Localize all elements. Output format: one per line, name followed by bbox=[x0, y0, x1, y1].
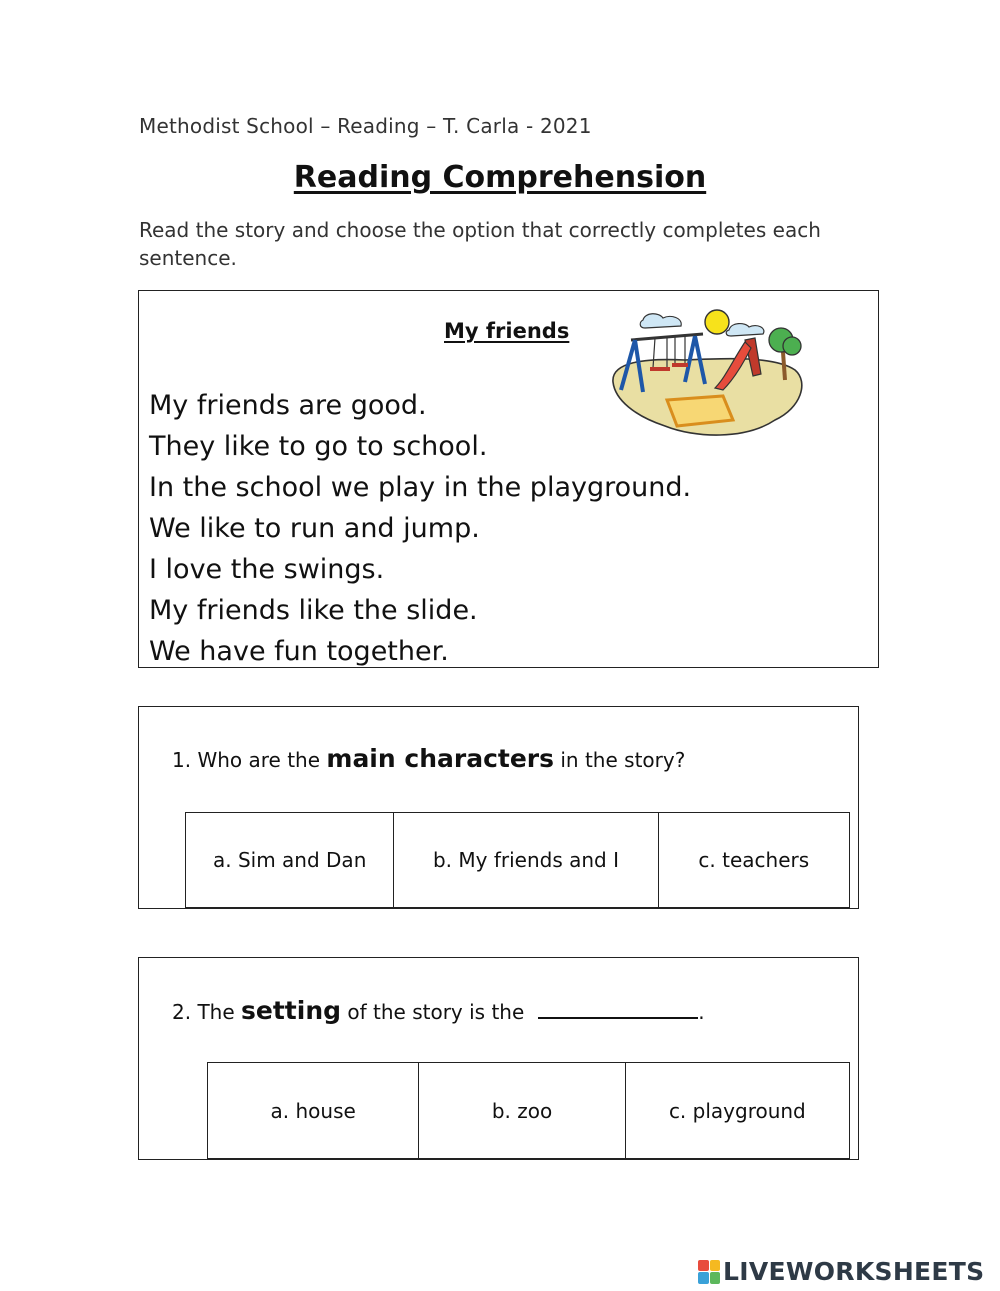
brand-tile bbox=[698, 1272, 709, 1284]
question-post: in the story? bbox=[560, 748, 686, 772]
story-line: We like to run and jump. bbox=[149, 513, 480, 544]
question-2-text bbox=[172, 996, 705, 1025]
question-post: of the story is the bbox=[347, 1000, 525, 1024]
brand-name: LIVEWORKSHEETS bbox=[723, 1257, 985, 1286]
story-line: I love the swings. bbox=[149, 554, 385, 585]
option-b[interactable]: b. zoo bbox=[419, 1063, 625, 1158]
question-1-options bbox=[185, 812, 850, 908]
option-a[interactable]: a. Sim and Dan bbox=[186, 813, 394, 907]
answer-blank[interactable] bbox=[538, 1001, 698, 1019]
question-number: 1. bbox=[172, 748, 192, 772]
question-keyword: main characters bbox=[326, 744, 555, 773]
question-pre: The bbox=[197, 1000, 235, 1024]
brand-tile bbox=[710, 1260, 721, 1272]
question-2-options bbox=[207, 1062, 850, 1159]
brand-tile bbox=[710, 1272, 721, 1284]
question-keyword: setting bbox=[241, 996, 342, 1025]
page-title: Reading Comprehension bbox=[293, 160, 707, 195]
story-line: My friends like the slide. bbox=[149, 595, 478, 626]
option-a[interactable]: a. house bbox=[208, 1063, 419, 1158]
worksheet-header: Methodist School – Reading – T. Carla - 2021 bbox=[139, 114, 592, 138]
instructions-text: Read the story and choose the option that correctly completes each sentence. bbox=[139, 218, 821, 270]
liveworksheets-icon bbox=[698, 1260, 720, 1284]
brand-tile bbox=[698, 1260, 709, 1272]
option-b[interactable]: b. My friends and I bbox=[394, 813, 658, 907]
story-title: My friends bbox=[444, 319, 570, 343]
story-line: They like to go to school. bbox=[149, 431, 488, 462]
question-1-text bbox=[172, 744, 685, 773]
question-pre: Who are the bbox=[197, 748, 321, 772]
question-number: 2. bbox=[172, 1000, 192, 1024]
option-c[interactable]: c. teachers bbox=[698, 848, 810, 872]
question-end: . bbox=[698, 1000, 705, 1024]
liveworksheets-logo bbox=[698, 1257, 984, 1286]
story-line: In the school we play in the playground. bbox=[149, 472, 692, 503]
story-text bbox=[149, 385, 691, 672]
story-line: My friends are good. bbox=[149, 390, 427, 421]
option-c[interactable]: c. playground bbox=[668, 1098, 806, 1123]
story-line: We have fun together. bbox=[149, 636, 449, 667]
